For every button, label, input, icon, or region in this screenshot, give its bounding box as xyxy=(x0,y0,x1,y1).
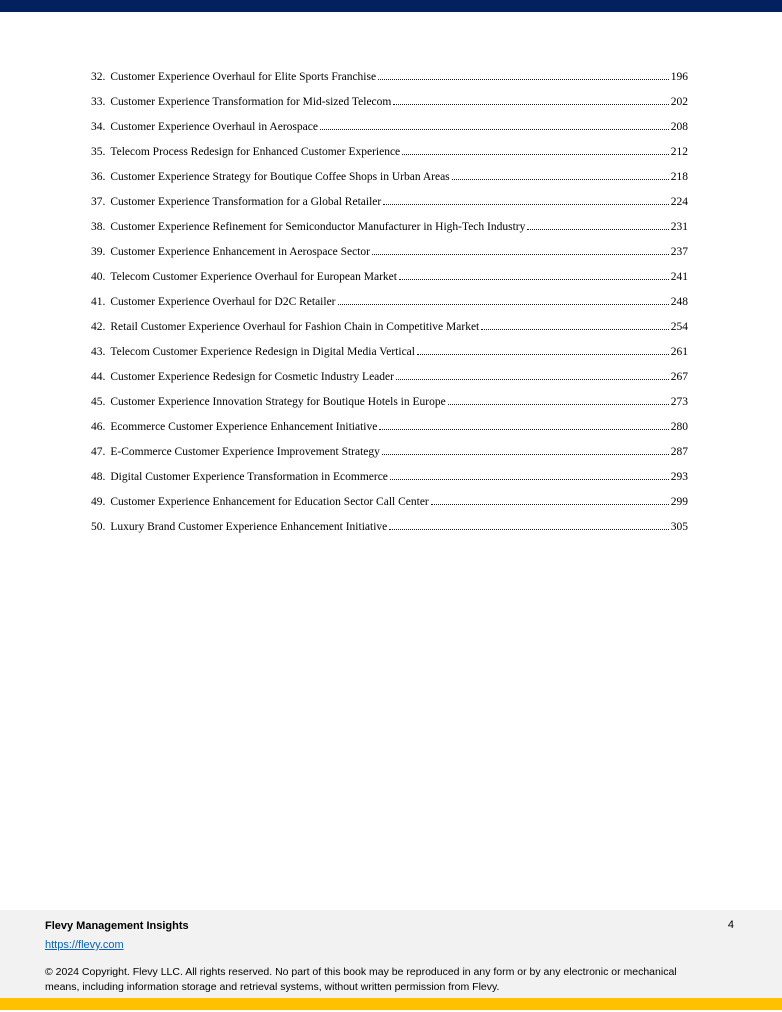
toc-entry-title: Customer Experience Refinement for Semiconductor Manufacturer in High-Tech Industry xyxy=(110,221,526,233)
toc-dot-leader xyxy=(393,104,668,105)
top-accent-bar xyxy=(0,0,782,12)
toc-dot-leader xyxy=(320,129,669,130)
toc-entry-number: 49. xyxy=(91,496,106,508)
toc-entry-number: 45. xyxy=(91,396,106,408)
toc-entry-title: Ecommerce Customer Experience Enhancement Initiative xyxy=(110,421,378,433)
toc-entry-title: Customer Experience Redesign for Cosmetic Industry Leader xyxy=(110,371,394,383)
toc-entry-title: E-Commerce Customer Experience Improvement Strategy xyxy=(110,446,380,458)
toc-entry[interactable] xyxy=(91,71,688,96)
toc-entry-title: Customer Experience Overhaul for D2C Retailer xyxy=(110,296,336,308)
toc-entry-page: 212 xyxy=(670,146,688,158)
toc-dot-leader xyxy=(338,304,669,305)
toc-entry-number: 44. xyxy=(91,371,106,383)
toc-entry-page: 261 xyxy=(670,346,688,358)
toc-entry-page: 208 xyxy=(670,121,688,133)
toc-entry-title: Customer Experience Transformation for a Global Retailer xyxy=(110,196,382,208)
toc-entry-number: 48. xyxy=(91,471,106,483)
toc-entry[interactable] xyxy=(91,196,688,221)
toc-entry-page: 280 xyxy=(670,421,688,433)
toc-entry[interactable] xyxy=(91,471,688,496)
toc-entry-page: 248 xyxy=(670,296,688,308)
toc-entry-title: Customer Experience Enhancement in Aerospace Sector xyxy=(110,246,370,258)
toc-entry[interactable] xyxy=(91,521,688,546)
toc-entry-title: Customer Experience Transformation for Mid-sized Telecom xyxy=(110,96,392,108)
toc-entry-number: 47. xyxy=(91,446,106,458)
toc-entry[interactable] xyxy=(91,271,688,296)
toc-entry-page: 196 xyxy=(670,71,688,83)
toc-dot-leader xyxy=(431,504,669,505)
toc-dot-leader xyxy=(390,479,669,480)
toc-entry-number: 39. xyxy=(91,246,106,258)
footer-brand: Flevy Management Insights xyxy=(45,920,189,932)
toc-dot-leader xyxy=(379,429,668,430)
toc-entry-number: 46. xyxy=(91,421,106,433)
toc-entry-title: Customer Experience Innovation Strategy for Boutique Hotels in Europe xyxy=(110,396,446,408)
toc-entry[interactable] xyxy=(91,346,688,371)
toc-entry-number: 33. xyxy=(91,96,106,108)
toc-entry-title: Luxury Brand Customer Experience Enhancement Initiative xyxy=(110,521,388,533)
toc-entry-page: 287 xyxy=(670,446,688,458)
toc-dot-leader xyxy=(448,404,669,405)
toc-entry[interactable] xyxy=(91,321,688,346)
toc-list xyxy=(91,71,688,546)
toc-dot-leader xyxy=(402,154,669,155)
toc-entry-page: 202 xyxy=(670,96,688,108)
toc-dot-leader xyxy=(452,179,669,180)
toc-entry[interactable] xyxy=(91,421,688,446)
toc-entry-page: 299 xyxy=(670,496,688,508)
toc-entry-page: 293 xyxy=(670,471,688,483)
toc-entry-number: 38. xyxy=(91,221,106,233)
toc-dot-leader xyxy=(481,329,669,330)
toc-entry-number: 36. xyxy=(91,171,106,183)
toc-entry-title: Retail Customer Experience Overhaul for Fashion Chain in Competitive Market xyxy=(110,321,480,333)
toc-entry-page: 237 xyxy=(670,246,688,258)
toc-entry-page: 241 xyxy=(670,271,688,283)
toc-entry-title: Customer Experience Strategy for Boutique Coffee Shops in Urban Areas xyxy=(110,171,450,183)
toc-entry-title: Telecom Process Redesign for Enhanced Customer Experience xyxy=(110,146,401,158)
page-footer xyxy=(0,910,782,998)
toc-entry-page: 218 xyxy=(670,171,688,183)
toc-entry-page: 224 xyxy=(670,196,688,208)
copyright-text: © 2024 Copyright. Flevy LLC. All rights reserved. No part of this book may be reproduced in any form or by any electronic or mechanical means, including information storage and retrieval systems, without written permission from Flevy. xyxy=(45,965,677,994)
toc-entry-number: 35. xyxy=(91,146,106,158)
toc-entry[interactable] xyxy=(91,371,688,396)
toc-entry-number: 50. xyxy=(91,521,106,533)
footer-link[interactable]: https://flevy.com xyxy=(45,938,124,951)
toc-entry-title: Digital Customer Experience Transformation in Ecommerce xyxy=(110,471,388,483)
toc-entry-title: Telecom Customer Experience Redesign in Digital Media Vertical xyxy=(110,346,415,358)
toc-entry-number: 43. xyxy=(91,346,106,358)
toc-dot-leader xyxy=(527,229,668,230)
toc-dot-leader xyxy=(399,279,669,280)
toc-entry[interactable] xyxy=(91,296,688,321)
toc-entry-page: 231 xyxy=(670,221,688,233)
toc-dot-leader xyxy=(378,79,669,80)
page-number: 4 xyxy=(727,919,734,931)
toc-entry-number: 41. xyxy=(91,296,106,308)
toc-entry-title: Telecom Customer Experience Overhaul for European Market xyxy=(110,271,397,283)
toc-entry[interactable] xyxy=(91,221,688,246)
toc-entry[interactable] xyxy=(91,121,688,146)
toc-entry[interactable] xyxy=(91,96,688,121)
toc-entry[interactable] xyxy=(91,396,688,421)
toc-entry-title: Customer Experience Enhancement for Education Sector Call Center xyxy=(110,496,429,508)
toc-entry-page: 267 xyxy=(670,371,688,383)
toc-entry-number: 32. xyxy=(91,71,106,83)
bottom-accent-bar xyxy=(0,998,782,1010)
toc-entry[interactable] xyxy=(91,246,688,271)
toc-dot-leader xyxy=(372,254,669,255)
toc-dot-leader xyxy=(389,529,669,530)
footer-brand-block xyxy=(45,919,189,954)
toc-entry-page: 305 xyxy=(670,521,688,533)
toc-entry-number: 40. xyxy=(91,271,106,283)
toc-entry[interactable] xyxy=(91,171,688,196)
toc-entry-title: Customer Experience Overhaul for Elite Sports Franchise xyxy=(110,71,377,83)
toc-entry-title: Customer Experience Overhaul in Aerospace xyxy=(110,121,318,133)
toc-dot-leader xyxy=(417,354,669,355)
toc-entry-page: 273 xyxy=(670,396,688,408)
toc-dot-leader xyxy=(382,454,669,455)
toc-entry-number: 42. xyxy=(91,321,106,333)
toc-entry[interactable] xyxy=(91,496,688,521)
toc-entry[interactable] xyxy=(91,146,688,171)
toc-entry-number: 37. xyxy=(91,196,106,208)
toc-dot-leader xyxy=(383,204,669,205)
toc-dot-leader xyxy=(396,379,669,380)
toc-entry[interactable] xyxy=(91,446,688,471)
toc-entry-page: 254 xyxy=(670,321,688,333)
toc-entry-number: 34. xyxy=(91,121,106,133)
